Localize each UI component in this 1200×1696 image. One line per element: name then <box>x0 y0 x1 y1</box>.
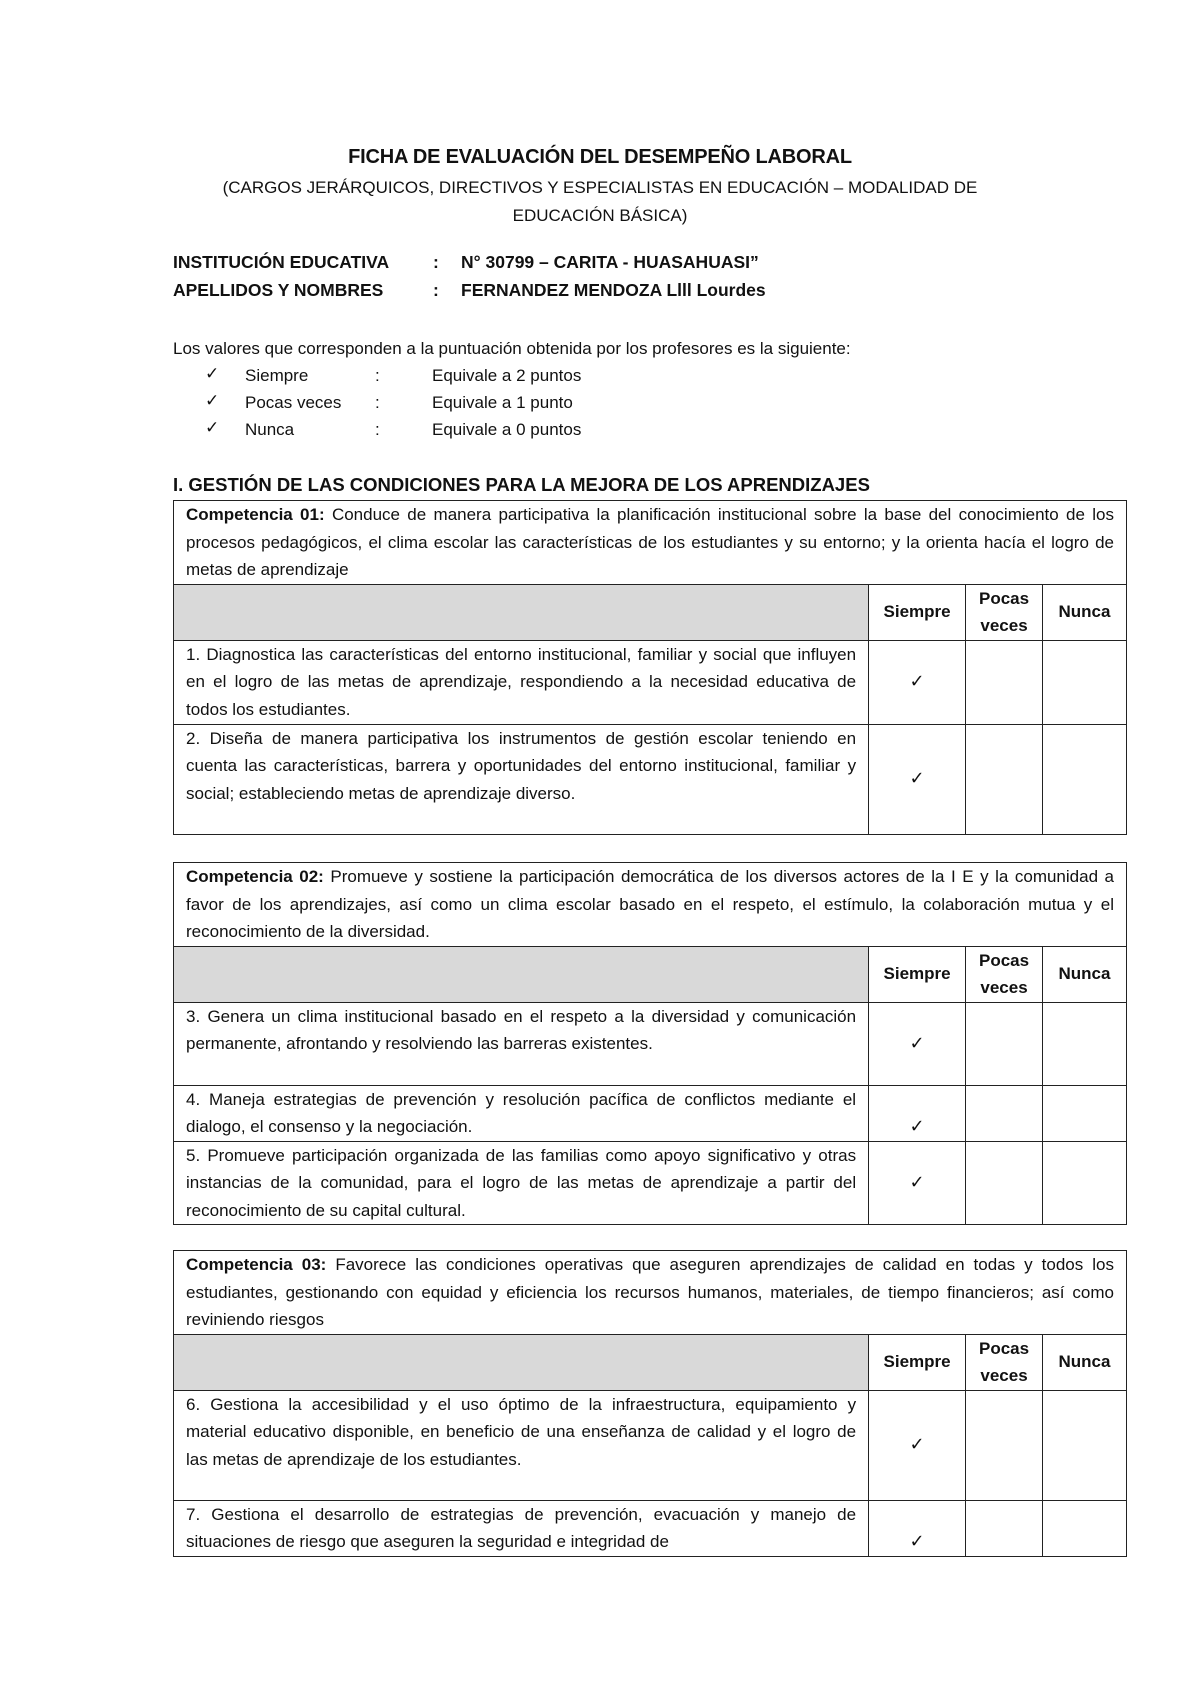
legend-colon: : <box>375 366 380 385</box>
column-header-never: Nunca <box>1043 1334 1127 1390</box>
item-text: 1. Diagnostica las características del entorno institucional, familiar y social que influyen en el logro de las metas de aprendizaje, respondiendo a la necesidad educativa de todos los estudiantes. <box>174 640 869 724</box>
institution-colon: : <box>433 252 439 272</box>
empty-cell <box>966 1002 1043 1085</box>
legend-label: Pocas veces <box>245 393 342 412</box>
check-icon: ✓ <box>205 364 220 383</box>
column-header-always: Siempre <box>869 1334 966 1390</box>
name-colon: : <box>433 280 439 300</box>
check-icon: ✓ <box>869 1002 966 1085</box>
item-text: 3. Genera un clima institucional basado en el respeto a la diversidad y comunicación permanente, afrontando y resolviendo las barreras existentes. <box>174 1002 869 1085</box>
empty-cell <box>1043 640 1127 724</box>
legend-colon: : <box>375 393 380 412</box>
competency-text: Favorece las condiciones operativas que aseguren aprendizajes de calidad en todas y todos los estudiantes, gestionando con equidad y eficiencia los recursos humanos, materiales, de tiempo financieros; así como reviniendo riesgos <box>186 1255 1114 1329</box>
table-row <box>174 640 1127 724</box>
empty-cell <box>1043 1500 1127 1556</box>
legend-value: Equivale a 0 puntos <box>432 420 582 439</box>
item-text: 2. Diseña de manera participativa los instrumentos de gestión escolar teniendo en cuenta las características, barrera y oportunidades del entorno institucional, familiar y social; estableciendo metas de aprendizaje diverso. <box>174 724 869 834</box>
check-icon: ✓ <box>869 1141 966 1225</box>
check-icon: ✓ <box>205 418 220 437</box>
header-blank-cell <box>174 946 869 1002</box>
header-blank-cell <box>174 1334 869 1390</box>
empty-cell <box>1043 1141 1127 1225</box>
table-row <box>174 1500 1127 1556</box>
competency-text: Conduce de manera participativa la planificación institucional sobre la base del conocimiento de los procesos pedagógicos, el clima escolar las características de los estudiantes y su entorno; y la orienta hacía el logro de metas de aprendizaje <box>186 505 1114 579</box>
institution-value: N° 30799 – CARITA - HUASAHUASI” <box>461 252 759 272</box>
check-icon: ✓ <box>869 724 966 834</box>
column-header-always: Siempre <box>869 946 966 1002</box>
competency-table <box>173 500 1127 835</box>
empty-cell <box>966 724 1043 834</box>
check-icon: ✓ <box>205 391 220 410</box>
competency-label: Competencia 03: <box>186 1255 327 1274</box>
column-header-never: Nunca <box>1043 946 1127 1002</box>
section-title: I. GESTIÓN DE LAS CONDICIONES PARA LA MEJORA DE LOS APRENDIZAJES <box>173 474 870 495</box>
competency-table <box>173 862 1127 1225</box>
column-header-always: Siempre <box>869 584 966 640</box>
institution-label: INSTITUCIÓN EDUCATIVA <box>173 252 390 272</box>
check-icon: ✓ <box>869 1500 966 1556</box>
check-icon: ✓ <box>869 640 966 724</box>
competency-header <box>174 863 1127 947</box>
empty-cell <box>966 1390 1043 1500</box>
empty-cell <box>1043 1002 1127 1085</box>
competency-label: Competencia 02: <box>186 867 324 886</box>
name-value: FERNANDEZ MENDOZA Llll Lourdes <box>461 280 766 300</box>
name-label: APELLIDOS Y NOMBRES <box>173 280 384 300</box>
scale-intro: Los valores que corresponden a la puntuación obtenida por los profesores es la siguiente: <box>173 339 851 358</box>
column-header-sometimes: Pocas veces <box>966 946 1043 1002</box>
check-icon: ✓ <box>869 1390 966 1500</box>
table-row <box>174 1002 1127 1085</box>
table-row <box>174 1390 1127 1500</box>
competency-header <box>174 501 1127 585</box>
competency-label: Competencia 01: <box>186 505 325 524</box>
competency-table <box>173 1250 1127 1557</box>
column-header-sometimes: Pocas veces <box>966 1334 1043 1390</box>
item-text: 4. Maneja estrategias de prevención y resolución pacífica de conflictos mediante el dialogo, el consenso y la negociación. <box>174 1085 869 1141</box>
competency-text: Promueve y sostiene la participación democrática de los diversos actores de la I E y la comunidad a favor de los aprendizajes, así como un clima escolar basado en el respeto, el estímulo, la colaboración mutua y el reconocimiento de la diversidad. <box>186 867 1114 941</box>
item-text: 5. Promueve participación organizada de las familias como apoyo significativo y otras instancias de la comunidad, para el logro de las metas de aprendizaje a partir del reconocimiento de su capital cultural. <box>174 1141 869 1225</box>
empty-cell <box>966 640 1043 724</box>
column-header-sometimes: Pocas veces <box>966 584 1043 640</box>
empty-cell <box>1043 1390 1127 1500</box>
empty-cell <box>1043 724 1127 834</box>
legend-colon: : <box>375 420 380 439</box>
header-blank-cell <box>174 584 869 640</box>
empty-cell <box>1043 1085 1127 1141</box>
empty-cell <box>966 1500 1043 1556</box>
legend-label: Nunca <box>245 420 295 439</box>
table-row <box>174 1141 1127 1225</box>
legend-value: Equivale a 2 puntos <box>432 366 582 385</box>
legend-label: Siempre <box>245 366 309 385</box>
item-text: 6. Gestiona la accesibilidad y el uso óptimo de la infraestructura, equipamiento y material educativo disponible, en beneficio de una enseñanza de calidad y el logro de las metas de aprendizaje de los estudiantes. <box>174 1390 869 1500</box>
empty-cell <box>966 1085 1043 1141</box>
table-row <box>174 1085 1127 1141</box>
document-subtitle: (CARGOS JERÁRQUICOS, DIRECTIVOS Y ESPECIALISTAS EN EDUCACIÓN – MODALIDAD DE EDUCACIÓN BÁSICA) <box>222 178 978 225</box>
legend-value: Equivale a 1 punto <box>432 393 573 412</box>
empty-cell <box>966 1141 1043 1225</box>
document-title: FICHA DE EVALUACIÓN DEL DESEMPEÑO LABORAL <box>348 146 852 168</box>
competency-header <box>174 1251 1127 1335</box>
item-text: 7. Gestiona el desarrollo de estrategias de prevención, evacuación y manejo de situaciones de riesgo que aseguren la seguridad e integridad de <box>174 1500 869 1556</box>
check-icon: ✓ <box>869 1085 966 1141</box>
table-row <box>174 724 1127 834</box>
column-header-never: Nunca <box>1043 584 1127 640</box>
